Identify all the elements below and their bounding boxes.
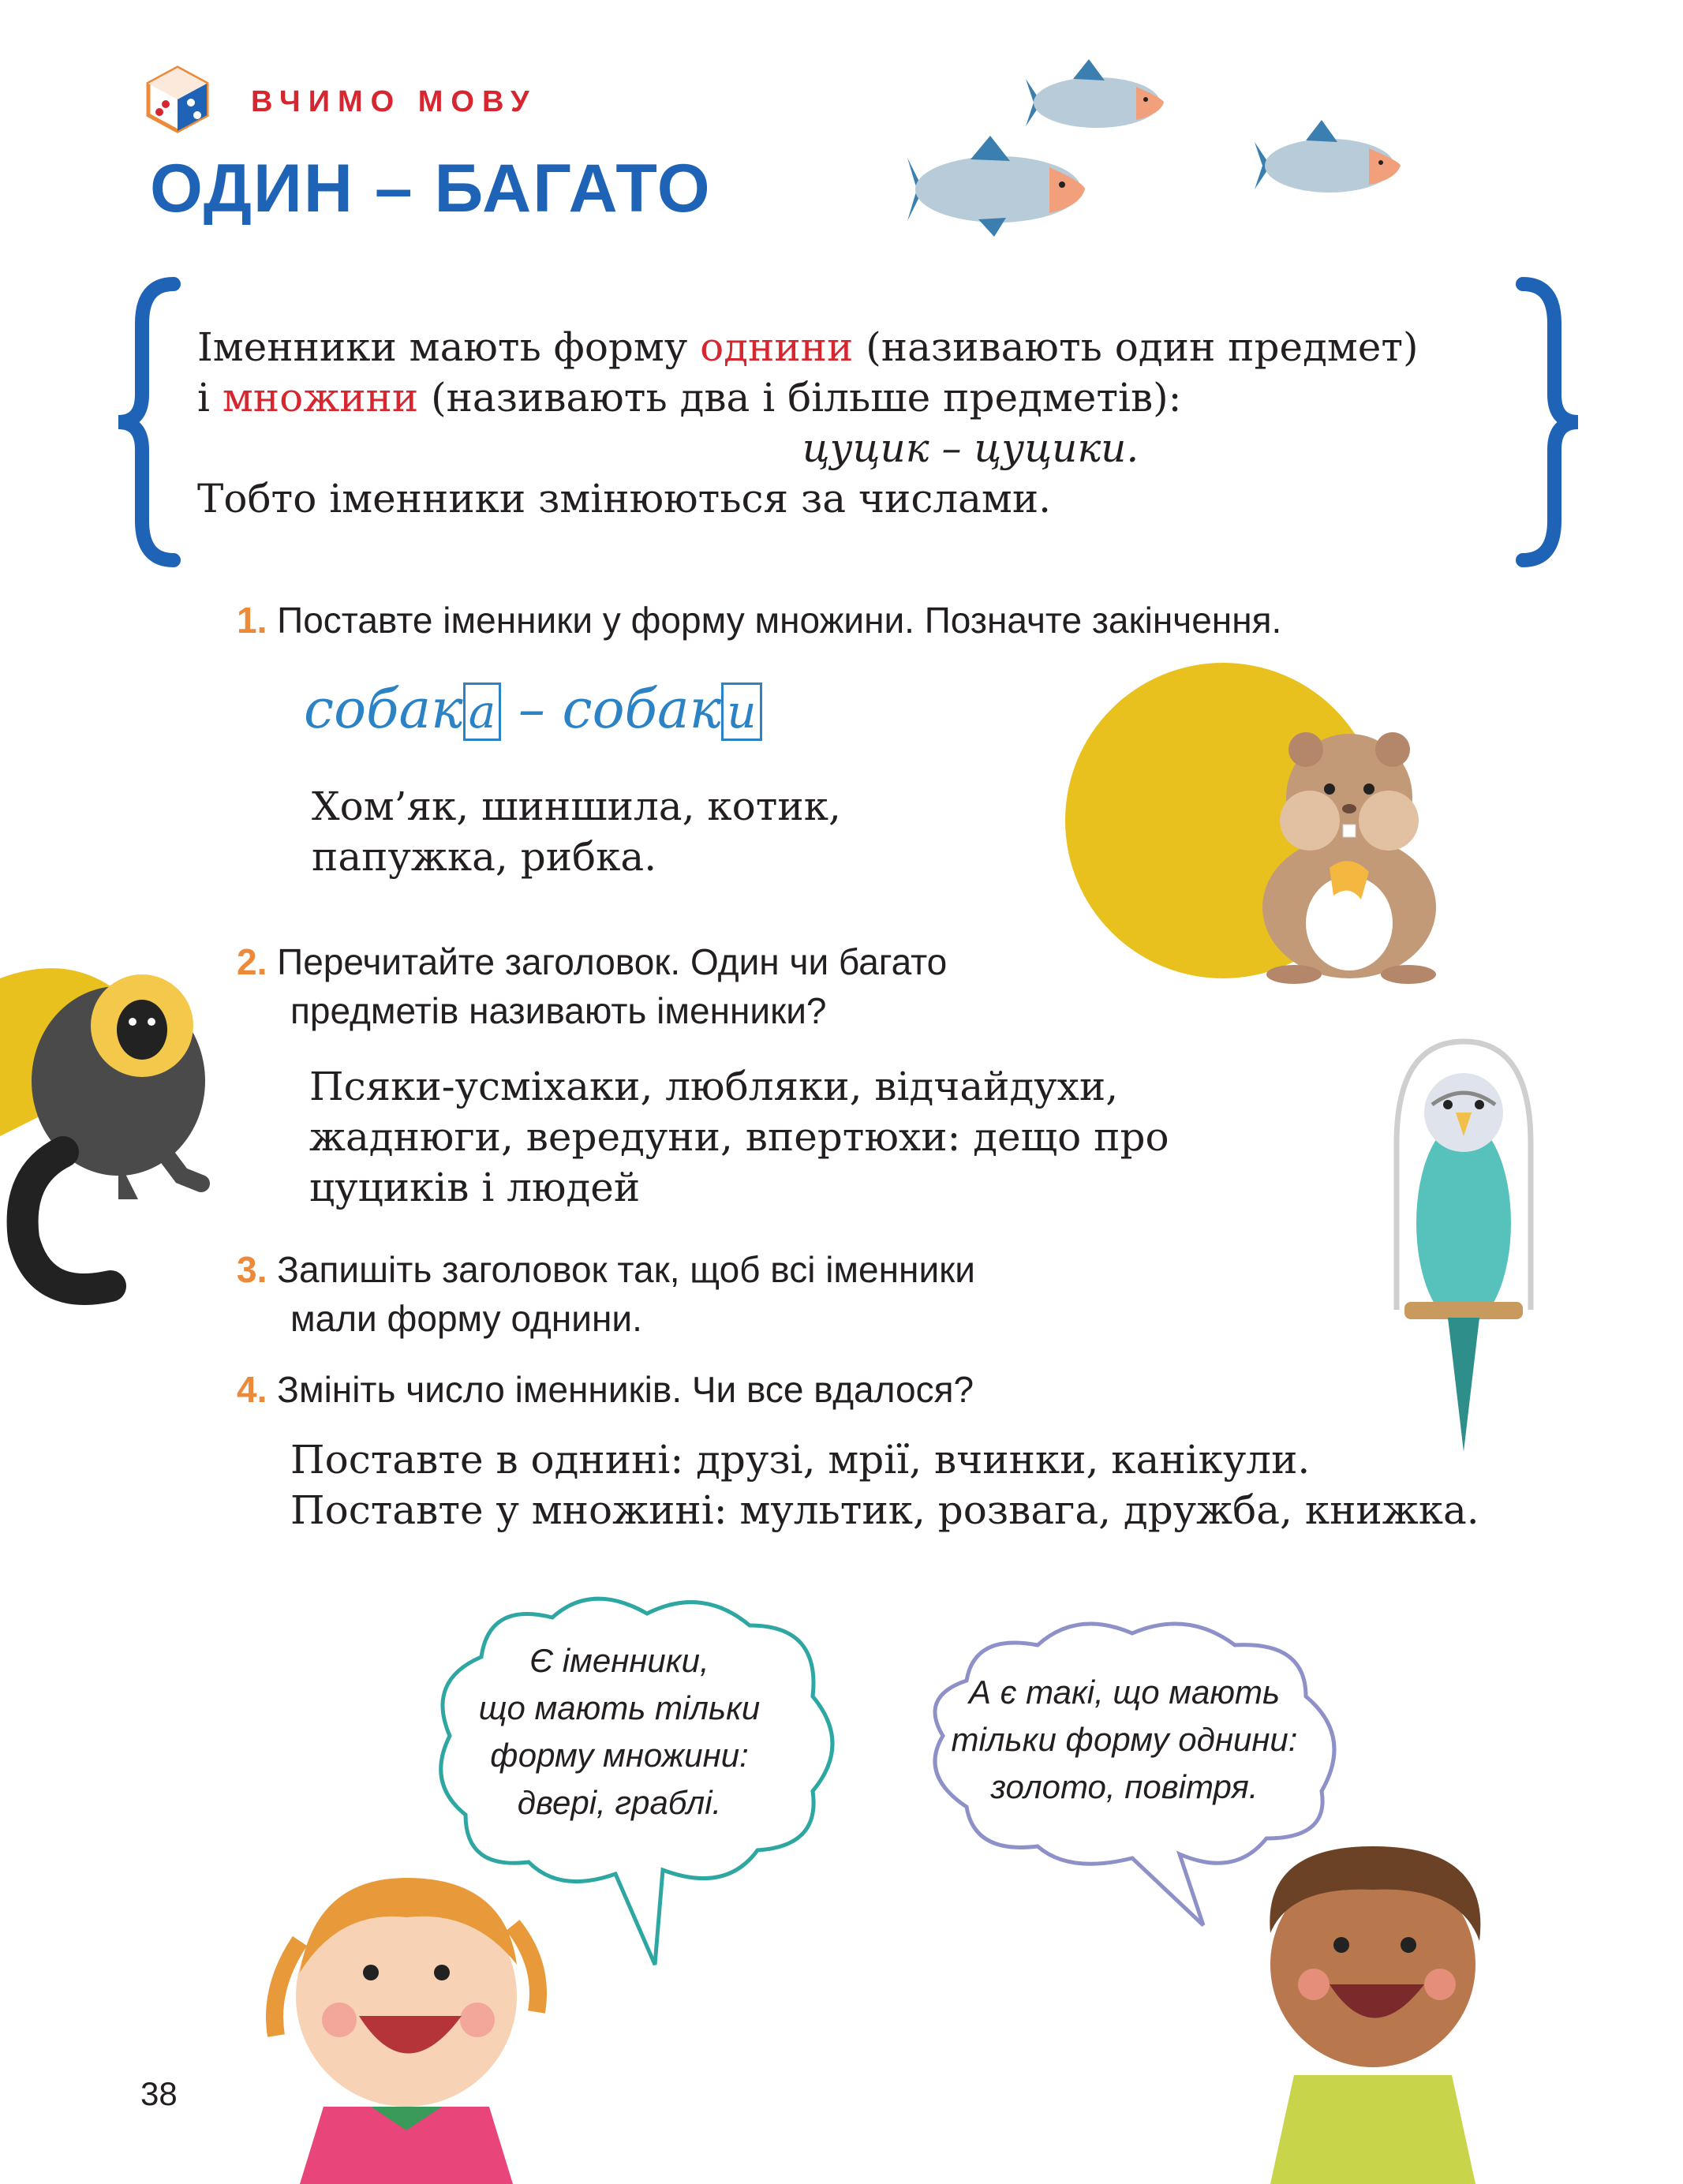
task-4-instruction: 4. Змініть число іменників. Чи все вдалося? [237,1369,974,1410]
bubble-right-text: А є такі, що мають тільки форму однини: золото, повітря. [951,1674,1298,1805]
girl-illustration [252,1846,568,2184]
parrot-illustration [1373,1026,1554,1468]
rule-example: цуцик – цуцики. [802,425,1139,471]
page-number: 38 [140,2075,178,2112]
left-brace-icon [110,276,189,568]
boy-illustration [1231,1815,1515,2184]
task-1-words: Хом’як, шиншила, котик, папужка, рибка. [312,783,841,880]
bubble-left-text: Є іменники, що мають тільки форму множини: двері, граблі. [478,1642,761,1821]
rule-line-4: Тобто іменники змінюються за числами. [197,476,1052,522]
term-singular: однини [700,324,854,370]
term-plural: множини [222,375,419,421]
rule-line-1: Іменники мають форму однини (називають один предмет) [197,324,1419,370]
ending-box: и [721,682,761,741]
grammar-rule [197,322,1539,524]
task-1-instruction: 1. Поставте іменники у форму множини. Позначте закінчення. [237,600,1282,641]
section-kicker: ВЧИМО МОВУ [251,85,537,118]
fish-illustration [907,47,1460,268]
task-2-instruction: 2. Перечитайте заголовок. Один чи багато предметів називають іменники? [237,941,948,1031]
task-4-words: Поставте в однині: друзі, мрії, вчинки, канікули. Поставте у множині: мультик, розвага, дружба, книжка. [290,1437,1479,1533]
task-2-words: Псяки-усміхаки, любляки, відчайдухи, жаднюги, вередуни, впертюхи: дещо про цуциків і людей [309,1064,1169,1210]
handwritten-sample: собак а – собак и [304,679,762,741]
page-title: ОДИН – БАГАТО [150,151,712,226]
hamster-illustration [1057,663,1468,994]
dice-icon [142,63,213,134]
rule-line-2: і множини (називають два і більше предметів): [197,375,1182,421]
monkey-illustration [0,939,229,1310]
task-3-instruction: 3. Запишіть заголовок так, щоб всі іменники мали форму однини. [237,1249,975,1339]
ending-box: а [463,682,502,741]
